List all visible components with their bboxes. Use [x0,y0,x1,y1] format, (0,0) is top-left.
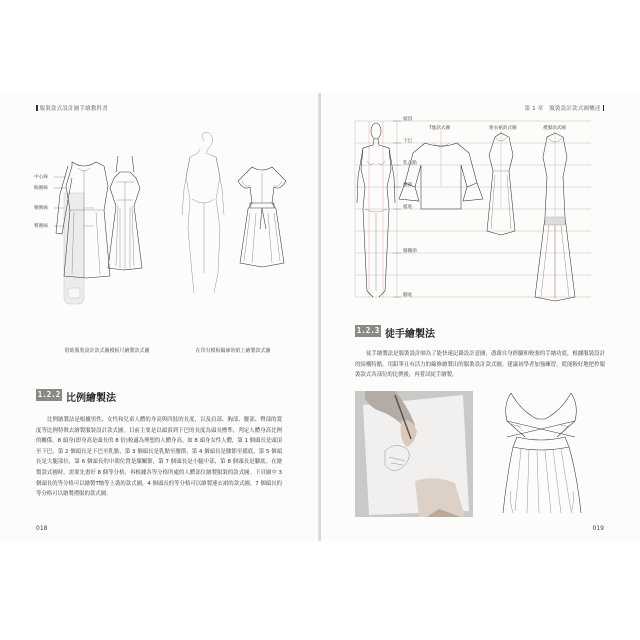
section-number-123: 1.2.3 [356,326,380,335]
label-chin: 下巴 [403,139,413,144]
running-head-left [36,104,108,112]
section-title-122: 比例繪製法 [66,393,116,404]
running-head-left-text: 服裝款式設計圖手繪教科書 [39,106,108,112]
left-page [0,93,319,541]
label-knee: 膝關節 [403,249,417,254]
caption-fig-b: 在印有模板輪廓的紙上繪製款式圖 [195,348,271,354]
caption-fig-a: 借助服裝設計款式圖模板尺繪製款式圖 [64,348,150,354]
title-tshirt: T恤款式圖 [429,126,451,131]
section-paragraph-123: 徒手繪製法是服裝設計師為了能快速記錄設計意圖，憑藉自身經驗和較強的手繪功底，根據服裝設計的結構特點，用鉛筆且有活力的線條繪製出的服裝設計款式圖。建議初學者加強練習，從能較好地把控服裝款式各部位的比例後，再嘗試徒手繪製。 [355,351,605,379]
title-dress: 連衣裙款式圖 [489,126,517,131]
freehand-gown-sketch [481,391,601,517]
running-head-right-text: 第 1 章 服裝設計款式圖概述 [524,106,601,112]
label-waist: 腰節 [403,183,413,188]
book-spread [0,93,640,541]
right-page [321,93,640,541]
head-marker-icon [36,105,38,111]
proportion-grid-drawing [355,121,595,311]
label-head-top: 頭頂 [403,117,413,122]
croquis-template-drawing [180,133,290,293]
label-hip-line: 臀圍線 [34,224,48,229]
section-title-123: 徒手繪製法 [385,329,435,340]
label-center-line: 中心線 [34,175,48,180]
label-chest-line: 胸圍線 [34,186,48,191]
running-head-right [525,104,605,112]
label-bust-point: 乳凸點 [403,161,417,166]
label-foot: 腳底 [403,293,413,298]
section-number-122: 1.2.2 [37,390,61,399]
label-waist-line: 腰圍線 [34,206,48,211]
template-ruler-drawing [50,148,150,308]
title-gown: 禮服款式圖 [543,126,566,131]
head-marker-icon [603,105,605,111]
page-number-right: 019 [592,525,604,532]
page-number-left: 018 [36,525,48,532]
section-paragraph-122: 比例繪製法是根據男性、女性和兒童人體的身高與四肢的長度，以及肩部、胸部、腰部、臀部的寬度等比例特徵去繪製服裝設計款式圖。目前主要是以頭頂到下巴的長度為頭長標準，判定人體身高比例的關係。8 頭身(即身高是頭長的 8 倍)較適為理想的人體身高。如 8 頭身女性人體，第 1 個頭長是頭頂至下巴，第 2 個頭長是下巴至乳點，第 3 個頭長是乳點至腰節，第 4 個頭長是腰節至襠底，第 5 個頭長是大腿部位，第 6 個頭長的中間位置是膝關節，第 7 個頭長是小腿中部，第 8 個頭長是腳底。在繪製款式圖時，需要先畫好 8 個等分格，再根據各等分格所處的人體部位繪製服裝的款式圖。下頁圖中 3 個頭長的等分格可以繪製T恤等上裝的款式圖，4 個頭長的等分格可以繪製連衣裙的款式圖，7 個頭長的等分格可以繪製禮服的款式圖。 [36,417,282,498]
hand-sketching-photo [355,391,473,517]
label-crotch: 襠底 [403,205,413,210]
